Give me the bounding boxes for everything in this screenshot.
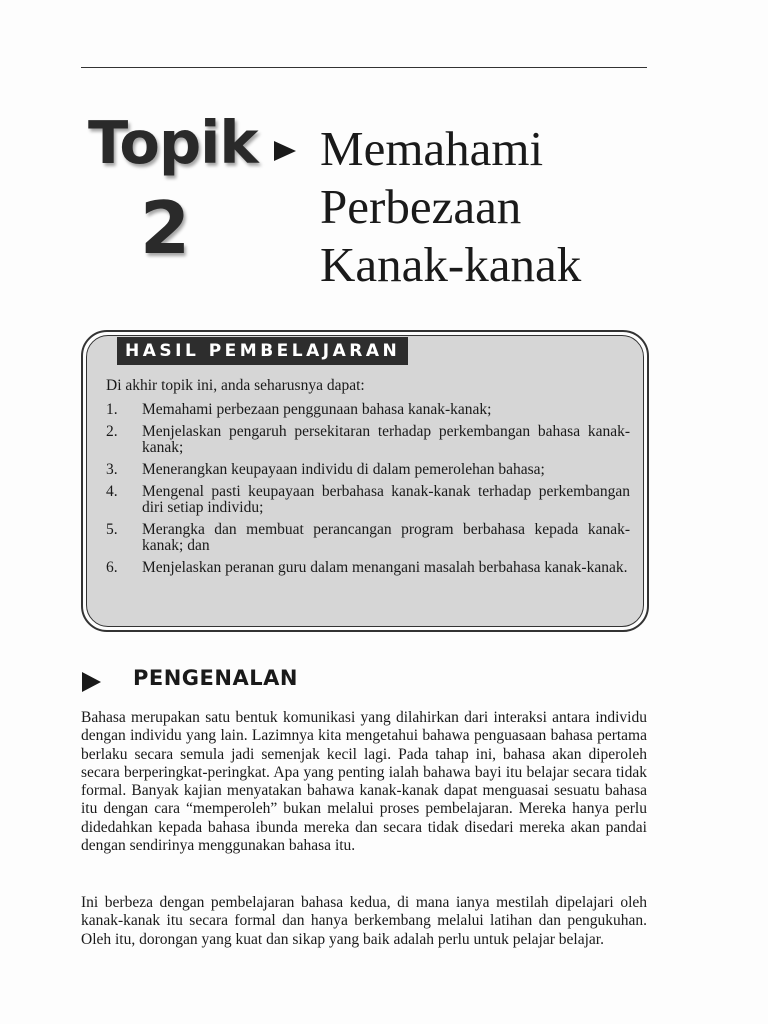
list-item-number: 3. <box>106 461 118 478</box>
body-paragraph: Bahasa merupakan satu bentuk komunikasi yang dilahirkan dari interaksi antara individu dengan individu yang lain. Lazimnya kita mengetahui bahawa penguasaan bahasa pertama berlaku secara semula jadi semenjak kecil lagi. Pada tahap ini, bahasa akan diperoleh secara berperingkat-peringkat. Apa yang penting ialah bahawa bayi itu belajar secara tidak formal. Banyak kajian menyatakan bahawa kanak-kanak dapat menguasai sesuatu bahasa itu dengan cara “memperoleh” bukan melalui proses pembelajaran. Mereka hanya perlu didedahkan kepada bahasa ibunda mereka dan secara tidak disedari mereka akan pandai dengan sendirinya menggunakan bahasa itu. <box>81 709 647 855</box>
list-item <box>106 462 630 478</box>
list-item-number: 5. <box>106 521 118 538</box>
list-item-number: 1. <box>106 401 118 418</box>
list-item-text: Memahami perbezaan penggunaan bahasa kanak-kanak; <box>142 401 492 418</box>
list-item-number: 4. <box>106 483 118 500</box>
topic-label: Topik <box>88 108 258 177</box>
list-item <box>106 522 630 554</box>
list-item-text: Menerangkan keupayaan individu di dalam pemerolehan bahasa; <box>142 461 545 478</box>
chapter-title <box>320 120 581 294</box>
chapter-title-line: Kanak-kanak <box>320 237 582 292</box>
list-item <box>106 402 630 418</box>
list-item-number: 6. <box>106 559 118 576</box>
list-item <box>106 484 630 516</box>
list-item <box>106 424 630 456</box>
list-item-number: 2. <box>106 423 118 440</box>
triangle-arrow-icon <box>274 141 296 161</box>
triangle-arrow-icon <box>82 672 101 692</box>
section-heading: PENGENALAN <box>133 666 298 690</box>
learning-outcomes-intro: Di akhir topik ini, anda seharusnya dapat: <box>106 377 365 394</box>
learning-outcomes-heading: HASIL PEMBELAJARAN <box>117 337 408 365</box>
body-paragraph: Ini berbeza dengan pembelajaran bahasa kedua, di mana ianya mestilah dipelajari oleh kanak-kanak itu secara formal dan hanya berkembang melalui latihan dan pengukuhan. Oleh itu, dorongan yang kuat dan sikap yang baik adalah perlu untuk pelajar belajar. <box>81 894 647 948</box>
chapter-title-line: Memahami <box>320 121 544 176</box>
list-item <box>106 560 630 576</box>
list-item-text: Menjelaskan peranan guru dalam menangani masalah berbahasa kanak-kanak. <box>142 559 628 576</box>
topic-number: 2 <box>140 186 191 270</box>
learning-outcomes-list <box>106 402 630 582</box>
header-rule <box>81 67 647 68</box>
list-item-text: Merangka dan membuat perancangan program berbahasa kepada kanak-kanak; dan <box>142 521 630 554</box>
list-item-text: Mengenal pasti keupayaan berbahasa kanak-kanak terhadap perkembangan diri setiap individu; <box>142 483 630 516</box>
chapter-title-line: Perbezaan <box>320 179 522 234</box>
list-item-text: Menjelaskan pengaruh persekitaran terhadap perkembangan bahasa kanak-kanak; <box>142 423 630 456</box>
